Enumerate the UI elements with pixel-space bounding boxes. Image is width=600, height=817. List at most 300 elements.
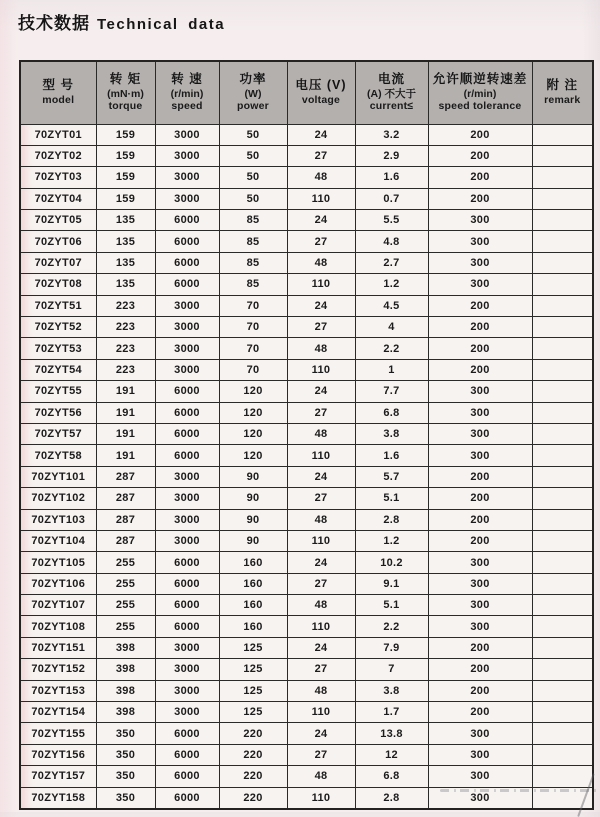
value-cell: 200 xyxy=(428,145,532,166)
table-row xyxy=(20,402,593,423)
value-cell: 255 xyxy=(96,573,155,594)
value-cell: 200 xyxy=(428,124,532,145)
column-header-en: voltage xyxy=(301,94,341,106)
value-cell: 1.2 xyxy=(355,530,428,551)
value-cell: 3000 xyxy=(155,317,219,338)
value-cell: 6000 xyxy=(155,402,219,423)
value-cell: 159 xyxy=(96,124,155,145)
remark-cell xyxy=(532,466,593,487)
value-cell: 287 xyxy=(96,488,155,509)
model-cell: 70ZYT101 xyxy=(20,466,96,487)
remark-cell xyxy=(532,210,593,231)
table-row xyxy=(20,680,593,701)
remark-cell xyxy=(532,702,593,723)
remark-cell xyxy=(532,317,593,338)
value-cell: 200 xyxy=(428,466,532,487)
value-cell: 200 xyxy=(428,359,532,380)
value-cell: 300 xyxy=(428,766,532,787)
value-cell: 0.7 xyxy=(355,188,428,209)
model-cell: 70ZYT158 xyxy=(20,787,96,808)
remark-cell xyxy=(532,680,593,701)
model-cell: 70ZYT07 xyxy=(20,252,96,273)
table-header-row xyxy=(20,61,593,124)
value-cell: 3000 xyxy=(155,466,219,487)
value-cell: 200 xyxy=(428,167,532,188)
model-cell: 70ZYT103 xyxy=(20,509,96,530)
remark-cell xyxy=(532,359,593,380)
value-cell: 6.8 xyxy=(355,402,428,423)
value-cell: 300 xyxy=(428,381,532,402)
remark-cell xyxy=(532,723,593,744)
value-cell: 24 xyxy=(287,381,355,402)
value-cell: 1.6 xyxy=(355,445,428,466)
value-cell: 191 xyxy=(96,423,155,444)
value-cell: 50 xyxy=(219,188,287,209)
table-row xyxy=(20,466,593,487)
remark-cell xyxy=(532,252,593,273)
table-row xyxy=(20,231,593,252)
table-row xyxy=(20,124,593,145)
value-cell: 1 xyxy=(355,359,428,380)
value-cell: 120 xyxy=(219,423,287,444)
value-cell: 200 xyxy=(428,295,532,316)
value-cell: 4.8 xyxy=(355,231,428,252)
value-cell: 110 xyxy=(287,274,355,295)
value-cell: 255 xyxy=(96,595,155,616)
table-row xyxy=(20,274,593,295)
remark-cell xyxy=(532,338,593,359)
value-cell: 1.6 xyxy=(355,167,428,188)
value-cell: 223 xyxy=(96,338,155,359)
value-cell: 1.7 xyxy=(355,702,428,723)
column-header-sub: (r/min) xyxy=(463,87,497,100)
model-cell: 70ZYT154 xyxy=(20,702,96,723)
value-cell: 300 xyxy=(428,573,532,594)
value-cell: 7 xyxy=(355,659,428,680)
value-cell: 2.2 xyxy=(355,616,428,637)
remark-cell xyxy=(532,616,593,637)
column-header-en: torque xyxy=(108,100,143,113)
value-cell: 13.8 xyxy=(355,723,428,744)
value-cell: 27 xyxy=(287,317,355,338)
value-cell: 48 xyxy=(287,167,355,188)
value-cell: 24 xyxy=(287,210,355,231)
value-cell: 50 xyxy=(219,167,287,188)
model-cell: 70ZYT108 xyxy=(20,616,96,637)
remark-cell xyxy=(532,381,593,402)
value-cell: 70 xyxy=(219,317,287,338)
value-cell: 398 xyxy=(96,702,155,723)
model-cell: 70ZYT01 xyxy=(20,124,96,145)
value-cell: 220 xyxy=(219,787,287,808)
value-cell: 300 xyxy=(428,210,532,231)
value-cell: 350 xyxy=(96,787,155,808)
page-title-en: Technical data xyxy=(97,16,226,33)
value-cell: 24 xyxy=(287,466,355,487)
value-cell: 3000 xyxy=(155,359,219,380)
value-cell: 300 xyxy=(428,552,532,573)
model-cell: 70ZYT107 xyxy=(20,595,96,616)
value-cell: 3000 xyxy=(155,530,219,551)
column-header-zh: 转 速 xyxy=(171,72,203,87)
value-cell: 110 xyxy=(287,616,355,637)
model-cell: 70ZYT106 xyxy=(20,573,96,594)
model-cell: 70ZYT08 xyxy=(20,274,96,295)
value-cell: 287 xyxy=(96,530,155,551)
column-header-en: model xyxy=(42,94,75,106)
value-cell: 27 xyxy=(287,488,355,509)
column-header xyxy=(287,61,355,124)
value-cell: 125 xyxy=(219,637,287,658)
technical-data-table xyxy=(19,60,594,810)
remark-cell xyxy=(532,402,593,423)
model-cell: 70ZYT152 xyxy=(20,659,96,680)
model-cell: 70ZYT53 xyxy=(20,338,96,359)
table-row xyxy=(20,552,593,573)
value-cell: 6000 xyxy=(155,787,219,808)
value-cell: 85 xyxy=(219,252,287,273)
value-cell: 6000 xyxy=(155,573,219,594)
value-cell: 300 xyxy=(428,402,532,423)
remark-cell xyxy=(532,231,593,252)
value-cell: 398 xyxy=(96,659,155,680)
table-row xyxy=(20,188,593,209)
column-header xyxy=(155,61,219,124)
remark-cell xyxy=(532,766,593,787)
value-cell: 27 xyxy=(287,231,355,252)
value-cell: 200 xyxy=(428,338,532,359)
remark-cell xyxy=(532,509,593,530)
value-cell: 200 xyxy=(428,680,532,701)
column-header xyxy=(355,61,428,124)
value-cell: 50 xyxy=(219,145,287,166)
table-row xyxy=(20,595,593,616)
value-cell: 200 xyxy=(428,188,532,209)
value-cell: 120 xyxy=(219,445,287,466)
value-cell: 110 xyxy=(287,188,355,209)
remark-cell xyxy=(532,744,593,765)
value-cell: 6.8 xyxy=(355,766,428,787)
value-cell: 220 xyxy=(219,723,287,744)
column-header-en: current≤ xyxy=(369,100,414,113)
value-cell: 160 xyxy=(219,616,287,637)
value-cell: 300 xyxy=(428,252,532,273)
column-header xyxy=(532,61,593,124)
value-cell: 2.7 xyxy=(355,252,428,273)
value-cell: 48 xyxy=(287,338,355,359)
value-cell: 3.8 xyxy=(355,680,428,701)
value-cell: 3.2 xyxy=(355,124,428,145)
value-cell: 160 xyxy=(219,573,287,594)
value-cell: 6000 xyxy=(155,381,219,402)
value-cell: 125 xyxy=(219,702,287,723)
value-cell: 3000 xyxy=(155,509,219,530)
model-cell: 70ZYT156 xyxy=(20,744,96,765)
value-cell: 287 xyxy=(96,509,155,530)
remark-cell xyxy=(532,659,593,680)
value-cell: 90 xyxy=(219,530,287,551)
value-cell: 223 xyxy=(96,359,155,380)
value-cell: 135 xyxy=(96,274,155,295)
value-cell: 85 xyxy=(219,210,287,231)
model-cell: 70ZYT155 xyxy=(20,723,96,744)
value-cell: 300 xyxy=(428,616,532,637)
value-cell: 5.1 xyxy=(355,488,428,509)
column-header-en: speed tolerance xyxy=(438,100,522,113)
value-cell: 135 xyxy=(96,231,155,252)
value-cell: 120 xyxy=(219,402,287,423)
value-cell: 2.8 xyxy=(355,787,428,808)
value-cell: 70 xyxy=(219,359,287,380)
value-cell: 3000 xyxy=(155,702,219,723)
value-cell: 90 xyxy=(219,488,287,509)
value-cell: 135 xyxy=(96,252,155,273)
value-cell: 3000 xyxy=(155,145,219,166)
value-cell: 350 xyxy=(96,744,155,765)
table-row xyxy=(20,381,593,402)
value-cell: 223 xyxy=(96,295,155,316)
column-header-zh: 电流 xyxy=(377,72,405,87)
model-cell: 70ZYT52 xyxy=(20,317,96,338)
value-cell: 5.1 xyxy=(355,595,428,616)
value-cell: 90 xyxy=(219,466,287,487)
column-header-zh: 型 号 xyxy=(42,78,74,93)
value-cell: 3000 xyxy=(155,680,219,701)
value-cell: 300 xyxy=(428,787,532,808)
value-cell: 125 xyxy=(219,680,287,701)
column-header-zh: 允许顺逆转速差 xyxy=(432,72,528,87)
model-cell: 70ZYT153 xyxy=(20,680,96,701)
value-cell: 110 xyxy=(287,702,355,723)
remark-cell xyxy=(532,188,593,209)
value-cell: 300 xyxy=(428,423,532,444)
value-cell: 4 xyxy=(355,317,428,338)
value-cell: 48 xyxy=(287,252,355,273)
value-cell: 110 xyxy=(287,787,355,808)
value-cell: 7.9 xyxy=(355,637,428,658)
column-header xyxy=(219,61,287,124)
value-cell: 27 xyxy=(287,659,355,680)
value-cell: 223 xyxy=(96,317,155,338)
remark-cell xyxy=(532,573,593,594)
remark-cell xyxy=(532,445,593,466)
value-cell: 3000 xyxy=(155,488,219,509)
value-cell: 5.7 xyxy=(355,466,428,487)
value-cell: 27 xyxy=(287,402,355,423)
remark-cell xyxy=(532,637,593,658)
column-header-sub: (A) 不大于 xyxy=(367,87,416,100)
value-cell: 3000 xyxy=(155,637,219,658)
remark-cell xyxy=(532,274,593,295)
value-cell: 12 xyxy=(355,744,428,765)
value-cell: 191 xyxy=(96,402,155,423)
table-row xyxy=(20,616,593,637)
remark-cell xyxy=(532,530,593,551)
value-cell: 398 xyxy=(96,680,155,701)
table-row xyxy=(20,317,593,338)
value-cell: 85 xyxy=(219,274,287,295)
value-cell: 3.8 xyxy=(355,423,428,444)
table-row xyxy=(20,488,593,509)
value-cell: 159 xyxy=(96,145,155,166)
model-cell: 70ZYT56 xyxy=(20,402,96,423)
remark-cell xyxy=(532,295,593,316)
value-cell: 24 xyxy=(287,723,355,744)
remark-cell xyxy=(532,552,593,573)
value-cell: 220 xyxy=(219,766,287,787)
table-row xyxy=(20,338,593,359)
value-cell: 200 xyxy=(428,317,532,338)
model-cell: 70ZYT104 xyxy=(20,530,96,551)
model-cell: 70ZYT157 xyxy=(20,766,96,787)
column-header-sub: (mN·m) xyxy=(107,87,144,100)
table-body xyxy=(20,124,593,809)
table-row xyxy=(20,723,593,744)
remark-cell xyxy=(532,145,593,166)
value-cell: 48 xyxy=(287,423,355,444)
remark-cell xyxy=(532,167,593,188)
value-cell: 200 xyxy=(428,488,532,509)
model-cell: 70ZYT03 xyxy=(20,167,96,188)
value-cell: 6000 xyxy=(155,210,219,231)
value-cell: 110 xyxy=(287,445,355,466)
value-cell: 27 xyxy=(287,573,355,594)
value-cell: 48 xyxy=(287,766,355,787)
table-row xyxy=(20,145,593,166)
table-header xyxy=(20,61,593,124)
value-cell: 200 xyxy=(428,530,532,551)
column-header-zh: 电压 (V) xyxy=(295,78,347,93)
value-cell: 48 xyxy=(287,680,355,701)
model-cell: 70ZYT57 xyxy=(20,423,96,444)
table-row xyxy=(20,359,593,380)
value-cell: 350 xyxy=(96,766,155,787)
value-cell: 160 xyxy=(219,552,287,573)
table-row xyxy=(20,445,593,466)
model-cell: 70ZYT04 xyxy=(20,188,96,209)
model-cell: 70ZYT51 xyxy=(20,295,96,316)
value-cell: 6000 xyxy=(155,744,219,765)
value-cell: 300 xyxy=(428,231,532,252)
value-cell: 160 xyxy=(219,595,287,616)
value-cell: 300 xyxy=(428,744,532,765)
model-cell: 70ZYT102 xyxy=(20,488,96,509)
value-cell: 27 xyxy=(287,145,355,166)
value-cell: 300 xyxy=(428,723,532,744)
table-row xyxy=(20,766,593,787)
value-cell: 120 xyxy=(219,381,287,402)
value-cell: 200 xyxy=(428,659,532,680)
value-cell: 6000 xyxy=(155,766,219,787)
page-title-zh: 技术数据 xyxy=(18,14,90,33)
value-cell: 135 xyxy=(96,210,155,231)
table-row xyxy=(20,659,593,680)
value-cell: 255 xyxy=(96,552,155,573)
value-cell: 9.1 xyxy=(355,573,428,594)
column-header-en: speed xyxy=(171,100,203,113)
value-cell: 6000 xyxy=(155,723,219,744)
value-cell: 90 xyxy=(219,509,287,530)
value-cell: 6000 xyxy=(155,274,219,295)
model-cell: 70ZYT02 xyxy=(20,145,96,166)
model-cell: 70ZYT06 xyxy=(20,231,96,252)
value-cell: 24 xyxy=(287,295,355,316)
value-cell: 6000 xyxy=(155,445,219,466)
value-cell: 2.8 xyxy=(355,509,428,530)
value-cell: 1.2 xyxy=(355,274,428,295)
value-cell: 6000 xyxy=(155,231,219,252)
value-cell: 3000 xyxy=(155,167,219,188)
value-cell: 6000 xyxy=(155,252,219,273)
value-cell: 3000 xyxy=(155,188,219,209)
value-cell: 6000 xyxy=(155,616,219,637)
model-cell: 70ZYT151 xyxy=(20,637,96,658)
column-header-zh: 转 矩 xyxy=(109,72,142,87)
column-header-sub: (W) xyxy=(244,87,262,100)
value-cell: 7.7 xyxy=(355,381,428,402)
value-cell: 5.5 xyxy=(355,210,428,231)
column-header xyxy=(20,61,96,124)
value-cell: 3000 xyxy=(155,124,219,145)
value-cell: 200 xyxy=(428,637,532,658)
value-cell: 6000 xyxy=(155,595,219,616)
value-cell: 3000 xyxy=(155,659,219,680)
value-cell: 10.2 xyxy=(355,552,428,573)
value-cell: 200 xyxy=(428,702,532,723)
table-row xyxy=(20,295,593,316)
table-row xyxy=(20,573,593,594)
table-row xyxy=(20,702,593,723)
column-header-zh: 附 注 xyxy=(546,78,578,93)
value-cell: 24 xyxy=(287,637,355,658)
value-cell: 350 xyxy=(96,723,155,744)
value-cell: 200 xyxy=(428,509,532,530)
value-cell: 4.5 xyxy=(355,295,428,316)
table-row xyxy=(20,530,593,551)
watermark-artifact xyxy=(440,789,598,792)
table-row xyxy=(20,637,593,658)
value-cell: 255 xyxy=(96,616,155,637)
table-row xyxy=(20,423,593,444)
value-cell: 48 xyxy=(287,595,355,616)
page-title xyxy=(18,9,225,34)
value-cell: 2.9 xyxy=(355,145,428,166)
table-row xyxy=(20,744,593,765)
value-cell: 125 xyxy=(219,659,287,680)
value-cell: 191 xyxy=(96,381,155,402)
value-cell: 287 xyxy=(96,466,155,487)
value-cell: 110 xyxy=(287,530,355,551)
column-header-zh: 功率 xyxy=(239,72,267,87)
remark-cell xyxy=(532,124,593,145)
column-header-en: remark xyxy=(544,94,581,106)
model-cell: 70ZYT54 xyxy=(20,359,96,380)
remark-cell xyxy=(532,595,593,616)
value-cell: 2.2 xyxy=(355,338,428,359)
value-cell: 70 xyxy=(219,295,287,316)
value-cell: 159 xyxy=(96,188,155,209)
column-header xyxy=(96,61,155,124)
column-header-en: power xyxy=(237,100,269,113)
remark-cell xyxy=(532,488,593,509)
value-cell: 6000 xyxy=(155,423,219,444)
value-cell: 50 xyxy=(219,124,287,145)
column-header-sub: (r/min) xyxy=(170,87,204,100)
value-cell: 27 xyxy=(287,744,355,765)
table-row xyxy=(20,210,593,231)
value-cell: 48 xyxy=(287,509,355,530)
column-header xyxy=(428,61,532,124)
